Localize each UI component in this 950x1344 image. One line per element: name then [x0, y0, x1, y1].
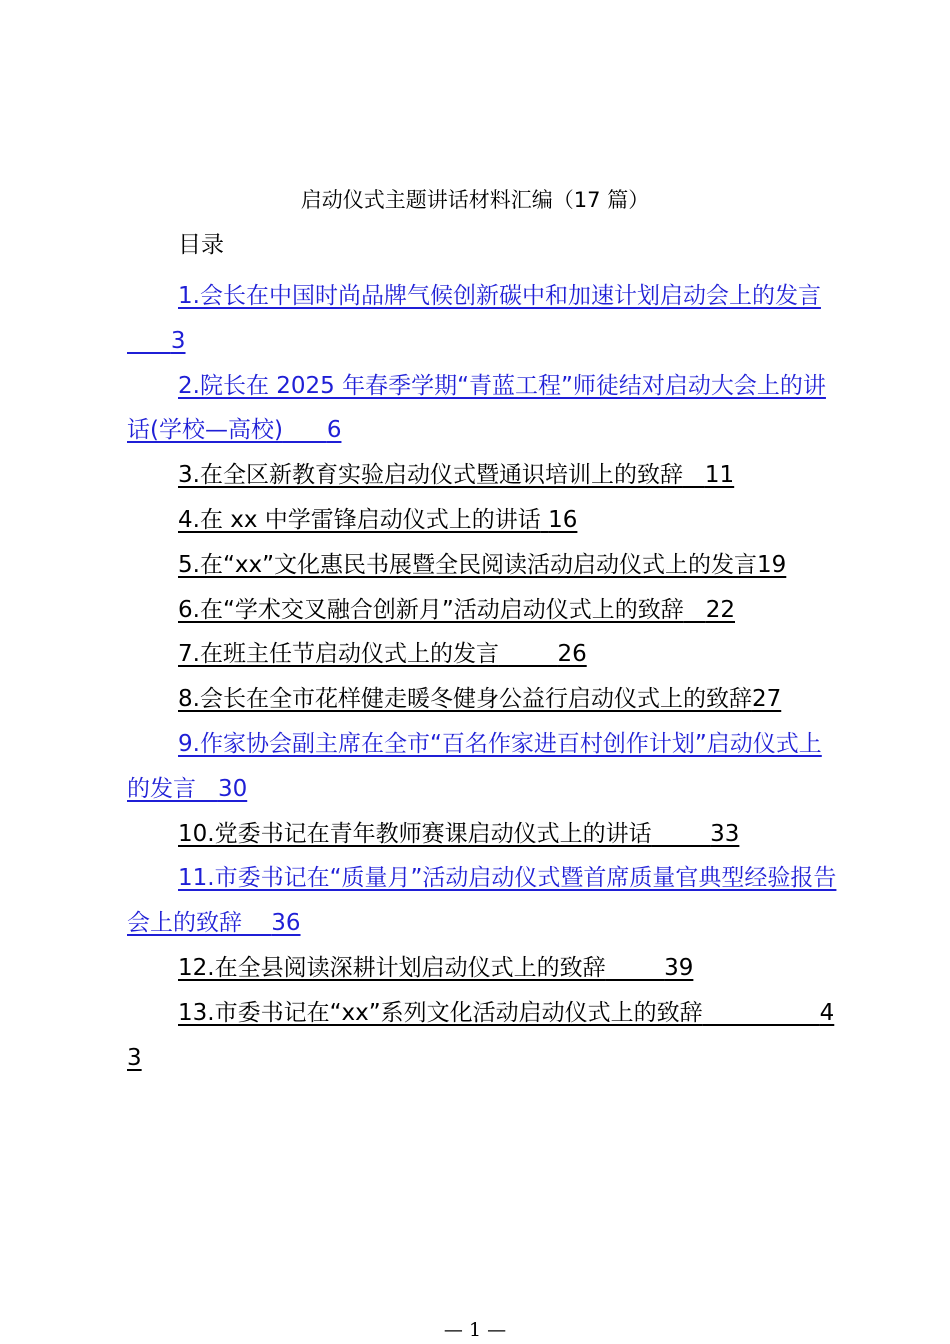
- toc-entry-link[interactable]: [127, 498, 837, 543]
- toc-entry-leader: [684, 597, 706, 623]
- toc-entry-leader: [242, 910, 271, 936]
- toc-entry-title: 11.市委书记在“质量月”活动启动仪式暨首席质量官典型经验报告会上的致辞: [127, 865, 837, 937]
- toc-entry-leader: [283, 417, 327, 443]
- toc-entry-title: 9.作家协会副主席在全市“百名作家进百村创作计划”启动仪式上的发言: [127, 730, 822, 802]
- toc-entry-page-number: 22: [705, 596, 735, 623]
- toc-entry-title: 13.市委书记在“xx”系列文化活动启动仪式上的致辞: [178, 999, 703, 1026]
- toc-entry-page-number: 39: [664, 954, 694, 981]
- toc-entry-leader: [652, 821, 711, 847]
- toc-entry-leader: [196, 776, 218, 802]
- toc-entry-page-number: 11: [704, 462, 735, 489]
- toc-entry-leader: [499, 641, 558, 667]
- toc-entry-link[interactable]: [127, 677, 837, 722]
- toc-entry-page-number: 3: [170, 327, 186, 354]
- toc-entry-title: 2.院长在 2025 年春季学期“青蓝工程”师徒结对启动大会上的讲话(学校—高校): [127, 372, 826, 444]
- toc-entry-leader: [606, 955, 665, 981]
- document-title: 启动仪式主题讲话材料汇编（17 篇）: [300, 188, 650, 212]
- toc-entry-title: 8.会长在全市花样健走暖冬健身公益行启动仪式上的致辞: [178, 686, 752, 713]
- toc-entry-link[interactable]: [127, 453, 837, 498]
- toc-entry-page-number: 30: [217, 775, 248, 802]
- toc-entry-page-number: 26: [557, 641, 587, 668]
- toc-entry-leader: [683, 462, 705, 488]
- toc-entry-link[interactable]: [127, 722, 837, 812]
- toc-entry-leader: [127, 328, 171, 354]
- toc-entry-link[interactable]: [127, 543, 837, 588]
- toc-entry-title: 1.会长在中国时尚品牌气候创新碳中和加速计划启动会上的发言: [178, 283, 821, 309]
- toc-entry-title: 10.党委书记在青年教师赛课启动仪式上的讲话: [178, 820, 652, 847]
- toc-entry-link[interactable]: [127, 632, 837, 677]
- toc-entry-link[interactable]: [127, 991, 837, 1081]
- toc-entry-link[interactable]: [127, 274, 837, 364]
- toc-entry-page-number: 19: [757, 551, 787, 578]
- toc-entry-page-number: 6: [326, 417, 342, 444]
- toc-entry-title: 6.在“学术交叉融合创新月”活动启动仪式上的致辞: [178, 596, 684, 623]
- toc-entry-title: 4.在 xx 中学雷锋启动仪式上的讲话: [178, 506, 541, 533]
- table-of-contents: [127, 274, 837, 1080]
- toc-entry-link[interactable]: [127, 588, 837, 633]
- toc-entry-page-number: 16: [548, 506, 578, 533]
- toc-entry-title: 3.在全区新教育实验启动仪式暨通识培训上的致辞: [178, 462, 683, 489]
- toc-entry-title: 5.在“xx”文化惠民书展暨全民阅读活动启动仪式上的发言: [178, 551, 757, 578]
- toc-entry-link[interactable]: [127, 812, 837, 857]
- toc-entry-title: 12.在全县阅读深耕计划启动仪式上的致辞: [178, 954, 606, 981]
- toc-entry-page-number: 33: [710, 820, 740, 847]
- toc-entry-leader: [703, 1000, 820, 1026]
- page-number-footer: — 1 —: [443, 1319, 507, 1341]
- toc-entry-page-number: 36: [271, 910, 301, 937]
- toc-entry-link[interactable]: [127, 364, 837, 454]
- toc-entry-page-number: 43: [127, 999, 835, 1071]
- toc-heading: 目录: [178, 232, 224, 258]
- toc-entry-link[interactable]: [127, 856, 837, 946]
- toc-entry-link[interactable]: [127, 946, 837, 991]
- toc-entry-page-number: 27: [751, 686, 782, 713]
- toc-entry-title: 7.在班主任节启动仪式上的发言: [178, 641, 499, 668]
- toc-entry-leader: [541, 507, 548, 533]
